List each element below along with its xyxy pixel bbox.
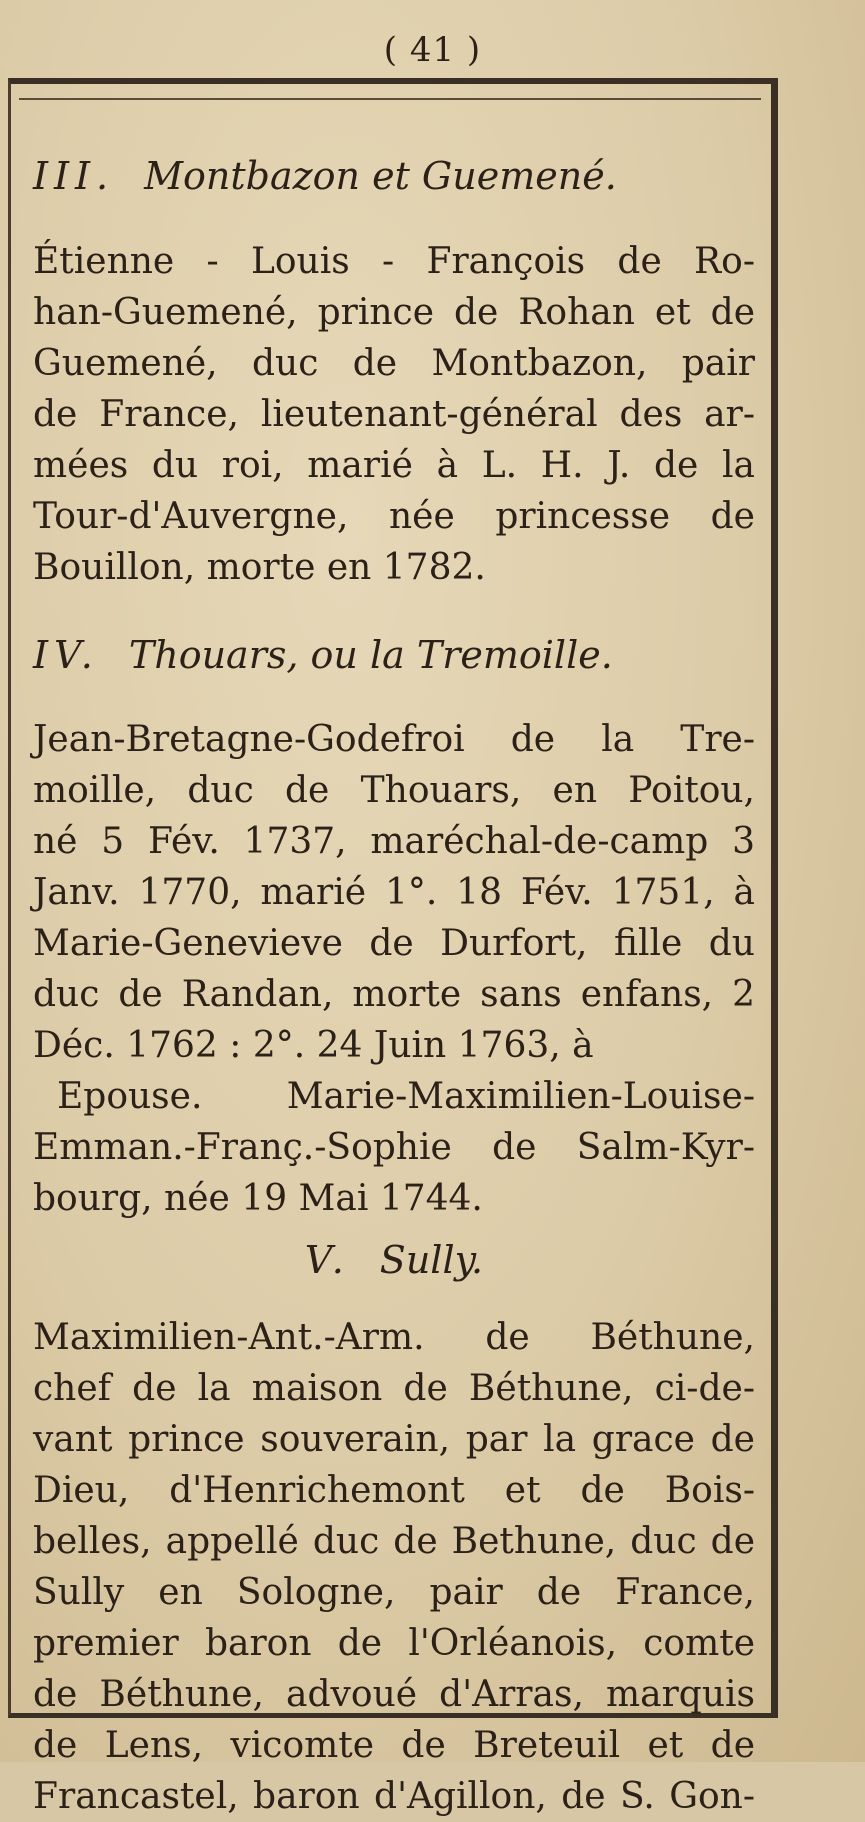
text-line: Janv. 1770, marié 1°. 18 Fév. 1751, à	[33, 872, 755, 914]
section-title: Sully.	[379, 1238, 484, 1283]
section-number: IV.	[33, 632, 99, 677]
text-line: de France, lieutenant-général des ar-	[33, 393, 755, 435]
text-line: Maximilien-Ant.-Arm. de Béthune,	[33, 1316, 755, 1358]
text-line: de Béthune, advoué d'Arras, marquis	[33, 1673, 755, 1715]
text-line: vant prince souverain, par la grace de	[33, 1418, 755, 1460]
section-number: V.	[304, 1238, 350, 1283]
text-line: Dieu, d'Henrichemont et de Bois-	[33, 1469, 755, 1511]
page-number: ( 41 )	[383, 30, 482, 70]
section-title: Thouars, ou la Tremoille.	[128, 632, 613, 677]
text-line: Déc. 1762 : 2°. 24 Juin 1763, à	[33, 1025, 594, 1067]
text-line: duc de Randan, morte sans enfans, 2	[33, 974, 755, 1016]
text-line: Francastel, baron d'Agillon, de S. Gon-	[33, 1775, 755, 1817]
text-line: Marie-Genevieve de Durfort, fille du	[33, 923, 755, 965]
text-line: Epouse. Marie-Maximilien-Louise-	[57, 1076, 755, 1118]
text-line: moille, duc de Thouars, en Poitou,	[33, 770, 755, 812]
text-line: Tour-d'Auvergne, née princesse de	[33, 495, 755, 537]
section-heading-iv	[33, 633, 755, 679]
text-line: Jean-Bretagne-Godefroi de la Tre-	[33, 719, 755, 761]
section-number: III.	[33, 154, 115, 198]
text-line: belles, appellé duc de Bethune, duc de	[33, 1520, 755, 1562]
section-heading-iii	[33, 112, 755, 200]
text-line: Sully en Sologne, pair de France,	[33, 1571, 755, 1613]
page-content	[33, 112, 755, 1822]
text-line: bourg, née 19 Mai 1744.	[33, 1178, 483, 1220]
section-title: Montbazon et Guemené.	[144, 154, 617, 198]
page-frame	[8, 78, 778, 1817]
text-line: chef de la maison de Béthune, ci-de-	[33, 1367, 755, 1409]
text-line: Guemené, duc de Montbazon, pair	[33, 342, 755, 384]
text-line: Étienne - Louis - François de Ro-	[33, 240, 755, 282]
top-rule	[19, 98, 761, 100]
section-paragraph-iii	[33, 236, 755, 593]
text-line: mées du roi, marié à L. H. J. de la	[33, 444, 755, 486]
section-paragraph-iv	[33, 714, 755, 1224]
text-line: Bouillon, morte en 1782.	[33, 546, 486, 588]
text-line: Emman.-Franç.-Sophie de Salm-Kyr-	[33, 1127, 755, 1169]
text-line: de Lens, vicomte de Breteuil et de	[33, 1724, 755, 1766]
section-paragraph-v	[33, 1312, 755, 1822]
text-line: premier baron de l'Orléanois, comte	[33, 1622, 755, 1664]
section-heading-v	[33, 1238, 755, 1284]
text-line: han-Guemené, prince de Rohan et de	[33, 291, 755, 333]
text-line: né 5 Fév. 1737, maréchal-de-camp 3	[33, 821, 755, 863]
